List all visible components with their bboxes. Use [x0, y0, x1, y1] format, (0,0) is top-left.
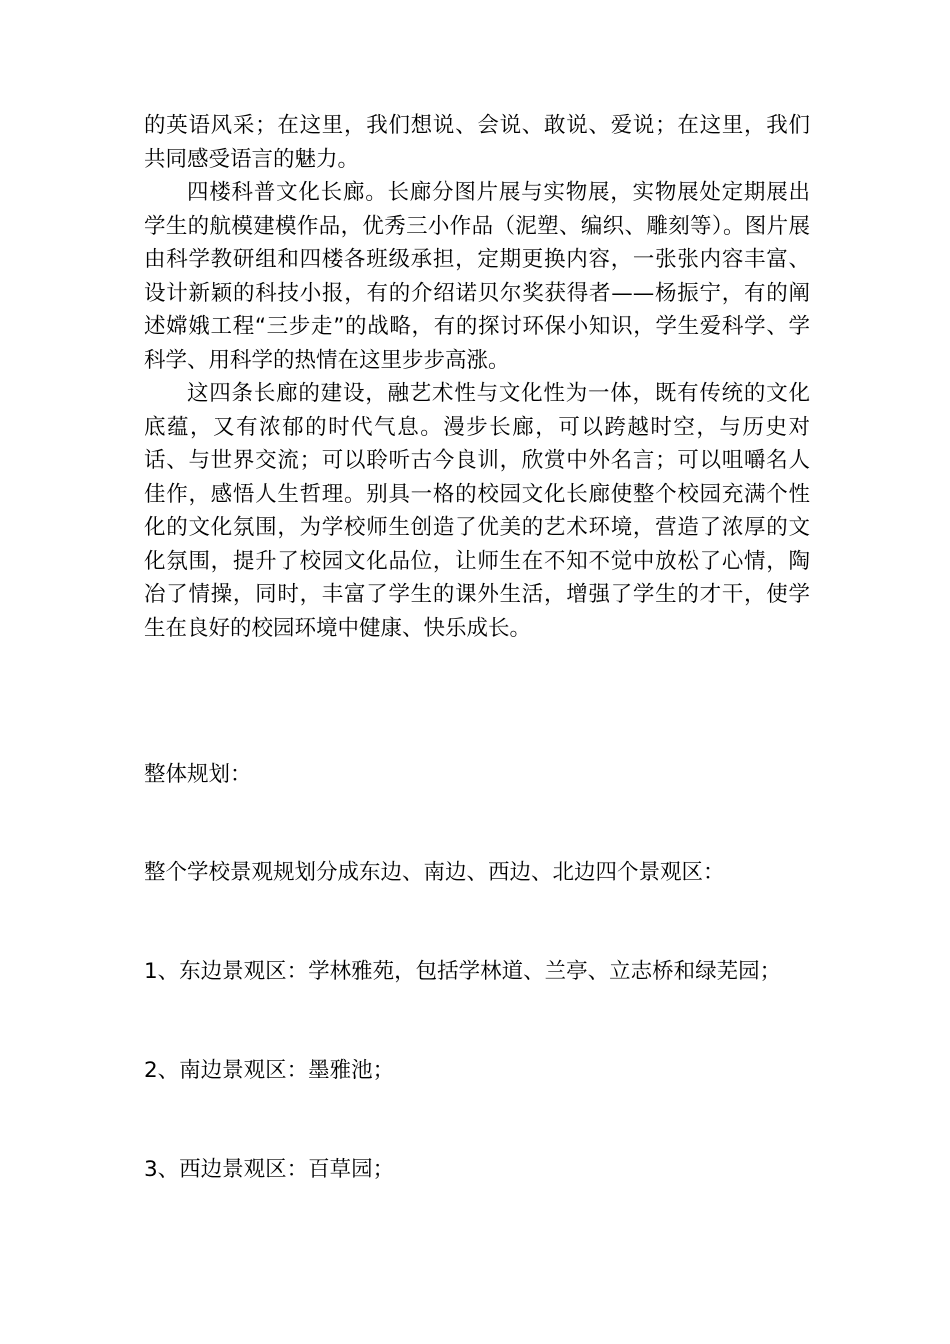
- plan-heading: 整体规划：: [144, 762, 252, 787]
- paragraph-science-corridor: 四楼科普文化长廊。长廊分图片展与实物展，实物展处定期展出学生的航模建模作品，优秀三小作品（泥塑、编织、雕刻等）。图片展由科学教研组和四楼各班级承担，定期更换内容，一张张内容丰富、设计新颖的科技小报，有的介绍诺贝尔奖获得者——杨振宁，有的阐述嫦娥工程“三步走”的战略，有的探讨环保小知识，学生爱科学、学科学、用科学的热情在这里步步高涨。: [144, 180, 810, 373]
- plan-item-south: 2、南边景观区：墨雅池；: [144, 1058, 395, 1083]
- plan-item-east: 1、东边景观区：学林雅苑，包括学林道、兰亭、立志桥和绿芜园；: [144, 959, 782, 984]
- plan-item-west: 3、西边景观区：百草园；: [144, 1157, 395, 1182]
- paragraph-continued: 的英语风采；在这里，我们想说、会说、敢说、爱说；在这里，我们共同感受语言的魅力。: [144, 113, 810, 172]
- plan-intro: 整个学校景观规划分成东边、南边、西边、北边四个景观区：: [144, 860, 725, 885]
- paragraph-corridor-summary: 这四条长廊的建设，融艺术性与文化性为一体，既有传统的文化底蕴，又有浓郁的时代气息。漫步长廊，可以跨越时空，与历史对话、与世界交流；可以聆听古今良训，欣赏中外名言；可以咀嚼名人佳作，感悟人生哲理。别具一格的校园文化长廊使整个校园充满个性化的文化氛围，为学校师生创造了优美的艺术环境，营造了浓厚的文化氛围，提升了校园文化品位，让师生在不知不觉中放松了心情，陶冶了情操，同时，丰富了学生的课外生活，增强了学生的才干，使学生在良好的校园环境中健康、快乐成长。: [144, 381, 810, 641]
- body-text: [144, 109, 810, 645]
